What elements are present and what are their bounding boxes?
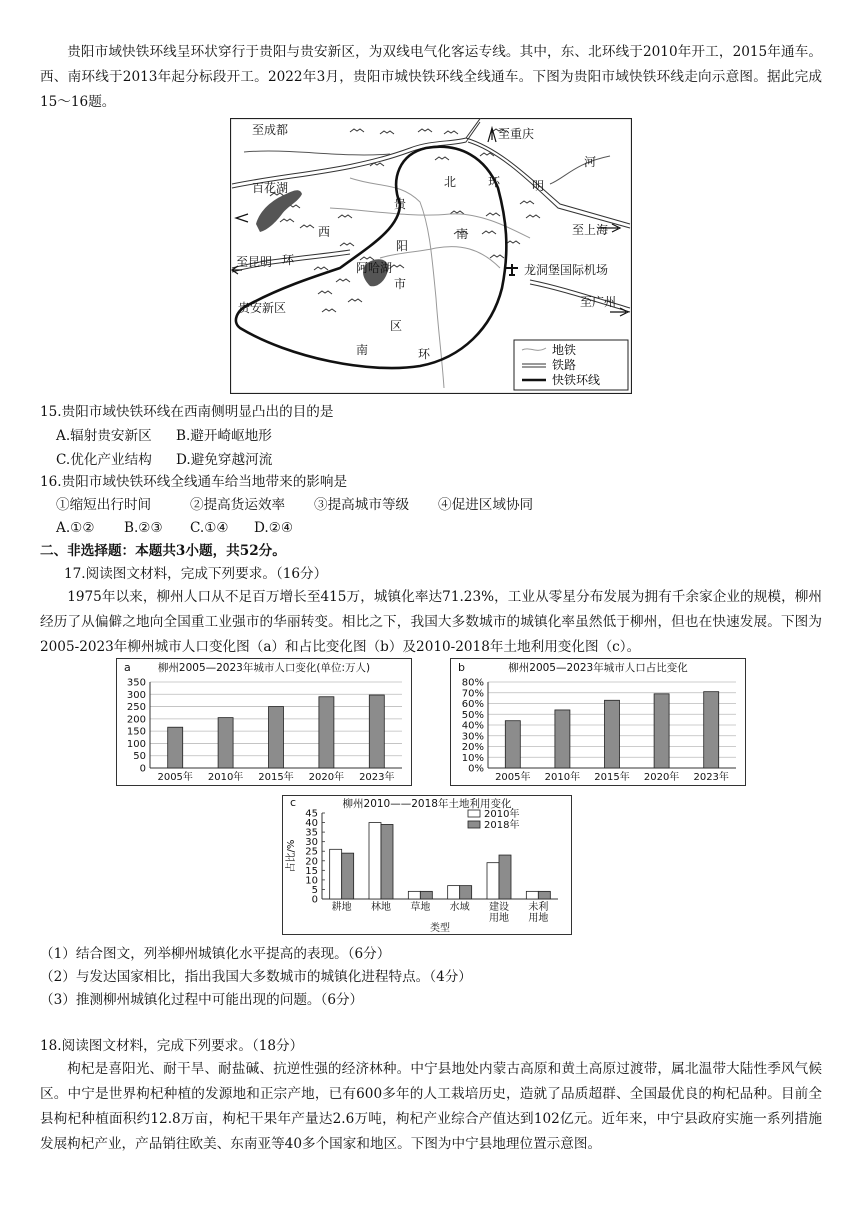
q16-stem: 16.贵阳市域快铁环线全线通车给当地带来的影响是 — [40, 474, 348, 490]
label-shanghai: 至上海 — [572, 223, 609, 237]
q16-statements — [56, 493, 533, 518]
y-tick-label: 10% — [461, 752, 484, 764]
q16-item-3: ③提高城市等级 — [314, 497, 410, 513]
q16-option-c[interactable]: C.①④ — [190, 520, 229, 536]
legend-ring-railway: 快铁环线 — [552, 373, 601, 387]
y-tick-label: 250 — [126, 702, 146, 714]
legend-label: 2010年 — [484, 809, 520, 820]
q16-item-2: ②提高货运效率 — [190, 497, 286, 513]
chart-frame — [117, 659, 412, 786]
y-tick-label: 40 — [305, 818, 318, 830]
bar — [505, 721, 520, 768]
q17-material: 1975年以来，柳州人口从不足百万增长至415万，城镇化率达71.23%，工业从零星分布发展为拥有千余家企业的规模，柳州经历了从偏僻之地向全国重工业强市的华丽转变。相比之下，我国大多数城市的城镇化率虽然低于柳州，但也在快速发展。下图为2005-2023年柳州城市人口变化图（a）和占比变化图（b）及2010-2018年土地利用变化图（c）。 — [40, 589, 822, 655]
legend-metro: 地铁 — [552, 343, 577, 357]
y-tick-label: 25 — [305, 846, 318, 858]
bar — [555, 710, 570, 768]
x-tick-label: 用地 — [489, 913, 509, 924]
label-huan: 环 — [488, 175, 501, 189]
x-tick-label: 2020年 — [308, 772, 345, 783]
label-gui: 贵 — [394, 197, 407, 211]
label-qu: 区 — [390, 319, 403, 333]
q15-option-b[interactable]: B.避开崎岖地形 — [176, 428, 272, 444]
x-tick-label: 2010年 — [207, 772, 244, 783]
bar-2018年 — [460, 886, 472, 899]
map-legend — [514, 340, 628, 390]
x-tick-label: 2023年 — [693, 772, 729, 783]
x-tick-label: 未利 — [528, 902, 549, 913]
y-tick-label: 15 — [305, 865, 318, 877]
x-axis-label: 类型 — [430, 923, 450, 934]
legend-label: 2018年 — [484, 820, 520, 831]
x-tick-label: 建设 — [489, 902, 509, 913]
bar-2018年 — [342, 853, 354, 899]
chart-title: 柳州2010——2018年土地利用变化 — [342, 798, 512, 810]
legend-railway: 铁路 — [552, 358, 577, 372]
label-huan-bottom: 环 — [418, 347, 431, 361]
y-tick-label: 20% — [461, 742, 484, 753]
y-tick-label: 300 — [126, 689, 146, 701]
y-tick-label: 50 — [133, 751, 146, 763]
bar-2018年 — [420, 891, 432, 899]
q16-option-d[interactable]: D.②④ — [254, 520, 294, 536]
label-baihua-lake: 百花湖 — [252, 181, 289, 195]
y-tick-label: 350 — [126, 677, 146, 689]
y-axis-label: 占比/% — [286, 839, 297, 873]
bar-2010年 — [369, 823, 381, 899]
label-chongqing: 至重庆 — [498, 127, 535, 141]
bar-2018年 — [499, 855, 511, 899]
label-shi: 市 — [394, 277, 407, 291]
chart-title: 柳州2005—2023年城市人口变化(单位:万人) — [157, 662, 371, 674]
label-xi: 西 — [318, 225, 331, 239]
q16-option-a[interactable]: A.①② — [56, 520, 95, 536]
guiyang-ring-railway-map — [230, 118, 632, 394]
y-tick-label: 45 — [305, 808, 318, 820]
q18-material: 枸杞是喜阳光、耐干旱、耐盐碱、抗逆性强的经济林种。中宁县地处内蒙古高原和黄土高原过渡带，属北温带大陆性季风气候区。中宁是世界枸杞种植的发源地和正宗产地，已有600多年的人工栽培历史，造就了品质超群、全国最优良的枸杞品种。目前全县枸杞种植面积约12.8万亩，枸杞干果年产量达2.6万吨，枸杞产业综合产值达到102亿元。近年来，中宁县政府实施一系列措施发展枸杞产业，产品销往欧美、东南亚等40多个国家和地区。下图为中宁县地理位置示意图。 — [40, 1061, 822, 1152]
chart-c-land-use — [282, 795, 572, 944]
y-tick-label: 35 — [305, 827, 318, 839]
bar-2010年 — [487, 863, 499, 899]
chart-a-population — [116, 658, 412, 795]
x-tick-label: 2015年 — [258, 772, 294, 783]
legend-swatch — [468, 821, 480, 828]
q17-part1: （1）结合图文，列举柳州城镇化水平提高的表现。（6分） — [40, 946, 391, 962]
panel-label: b — [458, 661, 465, 674]
y-tick-label: 0 — [311, 894, 318, 906]
chart-title: 柳州2005—2023年城市人口占比变化 — [508, 662, 688, 674]
label-nan-bottom: 南 — [356, 343, 369, 357]
label-airport: 龙洞堡国际机场 — [524, 263, 609, 277]
q15-stem: 15.贵阳市域快铁环线在西南侧明显凸出的目的是 — [40, 404, 334, 420]
y-tick-label: 60% — [461, 699, 484, 710]
bar-2018年 — [538, 891, 550, 899]
chart-b-svg — [450, 658, 746, 786]
x-tick-label: 2015年 — [594, 772, 630, 783]
y-tick-label: 70% — [461, 688, 484, 700]
y-tick-label: 30 — [305, 837, 318, 849]
intro-paragraph: 贵阳市域快铁环线呈环状穿行于贵阳与贵安新区，为双线电气化客运专线。其中，东、北环线于2010年开工，2015年通车。西、南环线于2013年起分标段开工。2022年3月，贵阳市城快铁环线全线通车。下图为贵阳市域快铁环线走向示意图。据此完成15～16题。 — [40, 44, 822, 110]
bar — [654, 694, 669, 768]
q18-stem: 18.阅读图文材料，完成下列要求。（18分） — [40, 1038, 304, 1054]
y-tick-label: 150 — [126, 726, 146, 738]
label-ming: 明 — [532, 179, 545, 193]
bar — [269, 707, 284, 768]
x-tick-label: 林地 — [371, 902, 391, 913]
y-tick-label: 0 — [139, 763, 146, 775]
bar-2018年 — [381, 824, 393, 899]
chart-a-svg — [116, 658, 412, 786]
legend-swatch — [468, 810, 480, 817]
x-tick-label: 用地 — [528, 913, 549, 924]
q15-option-a[interactable]: A.辐射贵安新区 — [56, 428, 152, 444]
label-aha-lake: 阿哈湖 — [356, 261, 393, 275]
label-guian: 贵安新区 — [238, 301, 287, 315]
bar — [319, 697, 334, 768]
x-tick-label: 2020年 — [643, 772, 680, 783]
x-tick-label: 耕地 — [331, 902, 352, 913]
bar — [704, 692, 719, 768]
chart-b-population-share — [450, 658, 746, 795]
y-tick-label: 30% — [461, 731, 484, 743]
panel-label: a — [124, 661, 131, 674]
q15-option-c[interactable]: C.优化产业结构 — [56, 452, 152, 468]
x-tick-label: 2005年 — [157, 772, 193, 783]
bar-2010年 — [526, 891, 538, 899]
q16-item-1: ①缩短出行时间 — [56, 497, 152, 513]
y-tick-label: 5 — [311, 884, 318, 896]
y-tick-label: 50% — [461, 709, 484, 721]
map-svg — [230, 118, 632, 394]
bar — [218, 718, 233, 768]
y-tick-label: 40% — [461, 720, 484, 732]
bar-2010年 — [330, 849, 342, 899]
q15-option-d[interactable]: D.避免穿越河流 — [176, 452, 273, 468]
chart-frame — [451, 659, 746, 786]
bar — [369, 695, 384, 768]
label-nan-mid: 南 — [456, 227, 469, 241]
label-huan-left: 环 — [282, 253, 295, 267]
x-tick-label: 水域 — [449, 902, 470, 913]
label-chengdu: 至成都 — [252, 123, 289, 137]
x-tick-label: 2010年 — [544, 772, 581, 783]
x-tick-label: 2023年 — [359, 772, 395, 783]
q16-options — [56, 516, 293, 541]
y-tick-label: 100 — [126, 738, 146, 750]
x-tick-label: 草地 — [410, 902, 431, 913]
panel-label: c — [290, 796, 297, 809]
q15-options-row1 — [56, 424, 272, 449]
label-he: 河 — [584, 155, 597, 169]
label-yang: 阳 — [396, 239, 409, 253]
label-bei: 北 — [444, 175, 457, 189]
x-tick-label: 2005年 — [495, 772, 531, 783]
bar-2010年 — [448, 886, 460, 899]
y-tick-label: 20 — [305, 856, 318, 868]
section-2-heading: 二、非选择题：本题共3小题，共52分。 — [40, 543, 286, 559]
q17-part2: （2）与发达国家相比，指出我国大多数城市的城镇化进程特点。（4分） — [40, 969, 472, 985]
label-guangzhou: 至广州 — [580, 295, 617, 309]
y-tick-label: 0% — [468, 763, 484, 775]
bar — [605, 700, 620, 768]
q17-stem: 17.阅读图文材料，完成下列要求。（16分） — [64, 566, 328, 582]
bar — [168, 727, 183, 768]
q16-item-4: ④促进区域协同 — [438, 497, 534, 513]
q16-option-b[interactable]: B.②③ — [124, 520, 163, 536]
q17-part3: （3）推测柳州城镇化过程中可能出现的问题。（6分） — [40, 992, 364, 1008]
y-tick-label: 10 — [305, 875, 318, 887]
bar-2010年 — [408, 891, 420, 899]
y-tick-label: 200 — [126, 714, 146, 726]
y-tick-label: 80% — [461, 677, 484, 689]
chart-c-svg — [282, 795, 572, 935]
label-kunming: 至昆明 — [236, 255, 273, 269]
